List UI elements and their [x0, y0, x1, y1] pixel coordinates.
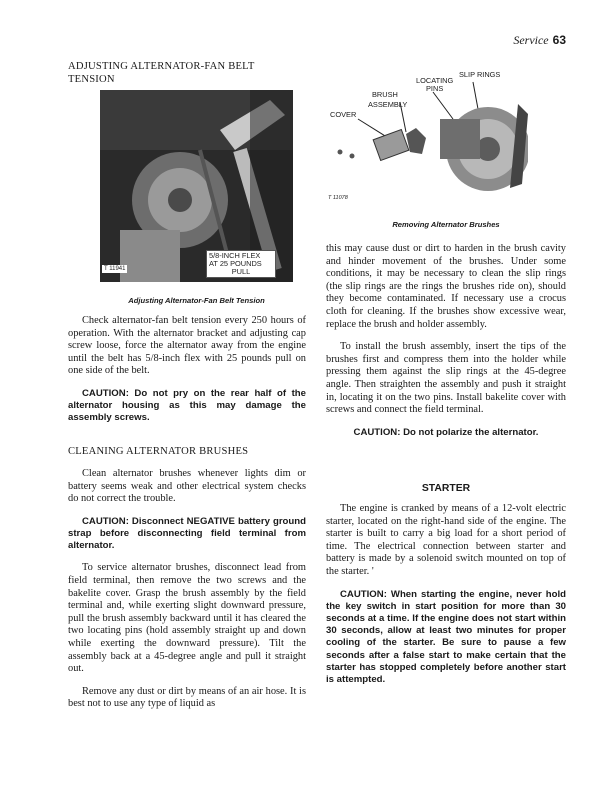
paragraph-starter: The engine is cranked by means of a 12-volt electric starter, located on the right-hand side of the engine. The starter is built to carry a big load for a short period of time. The electrical connection between starter and battery is made by a solenoid switch mounted on top of the starter. '	[326, 503, 566, 577]
section-title: Service	[513, 33, 549, 47]
label-assembly: ASSEMBLY	[368, 100, 408, 109]
brush-figure-id: T 11078	[328, 195, 348, 201]
paragraph-clean-brushes: Clean alternator brushes whenever lights dim or battery seems weak and other electrical system checks do not correct the trouble.	[68, 468, 306, 505]
flex-label-line1: 5/8-INCH FLEX	[209, 251, 261, 260]
caution-starting: CAUTION: When starting the engine, never hold the key switch in start position for more than 30 seconds at a time. If the engine does not start within 30 seconds, allow at least two minutes for proper cooling of the starter. Be sure to pause a few seconds after a false start to make certain that the starter has stopped completely before another start is attempted.	[326, 588, 566, 685]
caution-pry: CAUTION: Do not pry on the rear half of the alternator housing as this may damage the assembly screws.	[68, 387, 306, 424]
label-slip-rings: SLIP RINGS	[459, 70, 501, 79]
flex-label-line3: PULL	[231, 267, 251, 276]
figure-id: T 11941	[104, 266, 126, 272]
caution-polarize: CAUTION: Do not polarize the alternator.	[353, 426, 539, 438]
paragraph-install-brush: To install the brush assembly, insert the tips of the brushes first and compress them into the holder while pressing them against the slip rings at the 45-degree angle. Then straighten the assembly and push it straight in, locating it on the two pins. Install bakelite cover with screws and connect the field terminal.	[326, 341, 566, 416]
heading-adjusting-belt: ADJUSTING ALTERNATOR-FAN BELT TENSION	[68, 61, 255, 85]
brush-removal-figure	[328, 64, 528, 214]
belt-flex-label	[206, 250, 276, 278]
label-cover: COVER	[330, 110, 357, 119]
paragraph-service-brushes: To service alternator brushes, disconnect lead from field terminal, then remove the two screws and the bakelite cover. Grasp the brush assembly by the field terminal and, while exerting slight downward pressure, pull the brush assembly backward until it has cleared the two locating pins (hold assembly straight up and down while exerting the downward pressure). Tilt the assembly back at a 45-degree angle and pull it straight out.	[68, 562, 306, 675]
flex-label-line2: AT 25 POUNDS	[209, 259, 262, 268]
label-pins: PINS	[426, 84, 444, 93]
caution-disconnect: CAUTION: Disconnect NEGATIVE battery ground strap before disconnecting field terminal from alternator.	[68, 515, 306, 552]
label-brush: BRUSH	[372, 90, 398, 99]
page-number: 63	[552, 33, 566, 47]
paragraph-slip-rings: this may cause dust or dirt to harden in the brush cavity and hinder movement of the brushes. Under some conditions, it may be necessary to clean the slip rings (the slip rings are the rings the brushes ride on), should they become contaminated. If necessary use a crocus cloth for cleaning. If the brushes show excessive wear, replace the brush and holder assembly.	[326, 243, 566, 330]
belt-figure-caption: Adjusting Alternator-Fan Belt Tension	[128, 296, 265, 305]
heading-cleaning-brushes: CLEANING ALTERNATOR BRUSHES	[68, 446, 249, 457]
heading-starter: STARTER	[421, 483, 471, 494]
page-header	[513, 33, 566, 48]
paragraph-remove-dust: Remove any dust or dirt by means of an air hose. It is best not to use any type of liquid as	[68, 685, 306, 710]
paragraph-belt-tension: Check alternator-fan belt tension every 250 hours of operation. With the alternator bracket and adjusting cap screw loose, force the alternator away from the engine until the belt has 5/8-inch flex with 25 pounds pull on one side of the belt.	[68, 315, 306, 377]
brush-figure-caption: Removing Alternator Brushes	[392, 220, 500, 229]
belt-tension-photo	[100, 90, 293, 282]
label-locating: LOCATING	[416, 76, 454, 85]
